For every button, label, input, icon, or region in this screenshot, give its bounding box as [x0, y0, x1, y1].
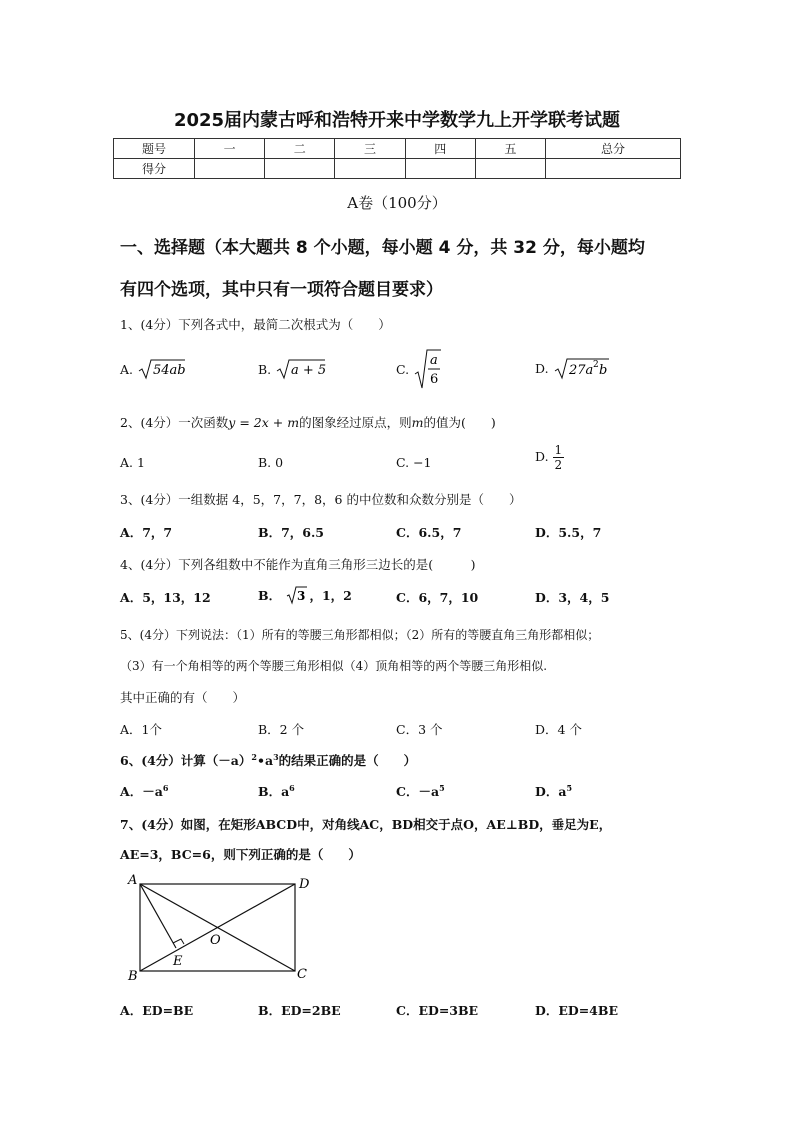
- question-3-option-a: A．7，7: [120, 525, 173, 540]
- question-3-option-d: D．5.5，7: [535, 525, 602, 540]
- table-cell: 得分: [114, 159, 195, 179]
- table-cell: 五: [475, 139, 545, 159]
- fraction-numerator: a: [430, 353, 438, 368]
- radicand: a + 5: [291, 363, 327, 378]
- question-2-stem: [120, 413, 496, 431]
- question-7-option-d: D．ED=4BE: [535, 1003, 618, 1018]
- vertex-label-a: A: [128, 873, 138, 888]
- table-cell: [546, 159, 681, 179]
- stem-text: 的值为( ): [423, 415, 496, 430]
- radicand-tail: b: [598, 363, 607, 378]
- score-table: [113, 138, 681, 179]
- sqrt-expression: [413, 348, 443, 393]
- question-2-option-a: A. 1: [120, 455, 145, 470]
- table-cell: 三: [335, 139, 405, 159]
- sqrt-symbol: [553, 356, 611, 380]
- option-label: D.: [535, 361, 549, 376]
- option-label: B.: [258, 362, 272, 377]
- question-1-stem: 1、(4分）下列各式中，最简二次根式为（ ）: [120, 317, 391, 332]
- question-4-stem: 4、(4分）下列各组数中不能作为直角三角形三边长的是( ): [120, 557, 476, 572]
- question-5-option-a: A．1个: [120, 722, 162, 737]
- stem-text: 6、(4分）计算（－a）: [120, 753, 252, 768]
- option-label: A.: [120, 362, 134, 377]
- fraction-denominator: 6: [430, 372, 439, 387]
- option-label: A．－a: [120, 784, 163, 799]
- vertex-label-b: B: [128, 969, 138, 984]
- exponent: 2: [251, 751, 257, 762]
- question-1-option-c: [396, 348, 443, 393]
- page-title: 2025届内蒙古呼和浩特开来中学数学九上开学联考试题: [173, 110, 621, 131]
- question-2-option-c: C. −1: [396, 455, 432, 470]
- point-label-e: E: [173, 954, 183, 969]
- vertex-label-c: C: [297, 967, 307, 982]
- question-6-option-a: [120, 782, 168, 800]
- question-7-stem-line1: 7、(4分）如图，在矩形ABCD中，对角线AC，BD相交于点O，AE⊥BD，垂足为E，: [120, 817, 612, 832]
- fraction: [553, 443, 565, 472]
- question-4-option-c: C．6，7，10: [396, 590, 479, 605]
- question-6-option-c: [396, 782, 445, 800]
- point-label-o: O: [210, 933, 221, 948]
- question-4-option-b: [258, 585, 352, 608]
- stem-text: •a: [257, 753, 274, 768]
- question-7-option-c: C．ED=3BE: [396, 1003, 479, 1018]
- exponent: 5: [566, 782, 573, 793]
- vertex-label-d: D: [299, 877, 310, 892]
- question-5-stem-line3: 其中正确的有（ ）: [120, 690, 246, 705]
- rectangle-figure: [120, 870, 320, 985]
- stem-text: 2、(4分）一次函数: [120, 415, 229, 430]
- question-5-option-d: D．4 个: [535, 722, 582, 737]
- section-heading-line2: 有四个选项，其中只有一项符合题目要求）: [120, 280, 443, 300]
- question-6-option-d: [535, 782, 572, 800]
- radicand: 27a: [568, 363, 593, 378]
- question-1-option-d: [535, 356, 611, 383]
- table-row: [114, 139, 681, 159]
- option-label: D.: [535, 449, 549, 464]
- radicand: 3: [297, 589, 306, 603]
- fraction-numerator: 1: [554, 443, 563, 457]
- question-3-option-b: B．7，6.5: [258, 525, 325, 540]
- question-5-option-b: B．2 个: [258, 722, 305, 737]
- paper-a-heading: A卷（100分）: [347, 194, 447, 212]
- table-cell: 四: [405, 139, 475, 159]
- question-6-stem: [120, 751, 416, 769]
- stem-text: 的结果正确的是（ ）: [278, 753, 417, 768]
- option-label: C．－a: [396, 784, 440, 799]
- question-1-option-b: [258, 358, 327, 383]
- exponent: 6: [289, 782, 295, 793]
- sqrt-symbol: [413, 348, 443, 390]
- question-2-option-d: [535, 443, 564, 472]
- option-label: B．: [258, 588, 282, 603]
- question-5-stem-line2: （3）有一个角相等的两个等腰三角形相似（4）顶角相等的两个等腰三角形相似.: [120, 659, 548, 673]
- question-2-option-b: B. 0: [258, 455, 284, 470]
- sqrt-expression: [275, 358, 327, 383]
- question-5-stem-line1: 5、(4分）下列说法：（1）所有的等腰三角形都相似；（2）所有的等腰直角三角形都相似；: [120, 628, 600, 642]
- radicand: 54ab: [153, 363, 186, 378]
- section-heading-line1: 一、选择题（本大题共 8 个小题，每小题 4 分，共 32 分，每小题均: [120, 238, 645, 258]
- table-cell: [405, 159, 475, 179]
- table-cell: 二: [265, 139, 335, 159]
- table-cell: [195, 159, 265, 179]
- sqrt-expression: [137, 358, 187, 383]
- table-cell: [265, 159, 335, 179]
- question-6-option-b: [258, 782, 295, 800]
- table-cell: 题号: [114, 139, 195, 159]
- question-3-option-c: C．6.5，7: [396, 525, 462, 540]
- question-7-option-b: B．ED=2BE: [258, 1003, 341, 1018]
- equation: y = 2x + m: [228, 415, 300, 430]
- question-5-option-c: C．3 个: [396, 722, 443, 737]
- variable: m: [411, 415, 424, 430]
- right-angle-mark: [173, 939, 184, 944]
- sqrt-symbol: [275, 358, 327, 380]
- table-cell: 一: [195, 139, 265, 159]
- table-cell: 总分: [546, 139, 681, 159]
- sqrt-expression: [553, 356, 611, 383]
- question-4-option-d: D．3，4，5: [535, 590, 610, 605]
- sqrt-symbol: [285, 585, 309, 605]
- sqrt-expression: [285, 585, 309, 608]
- option-tail: ，1，2: [309, 588, 352, 603]
- question-3-stem: 3、(4分）一组数据 4，5，7，7，8，6 的中位数和众数分别是（ ）: [120, 492, 522, 507]
- table-cell: [475, 159, 545, 179]
- question-4-option-a: A．5，13，12: [120, 590, 211, 605]
- question-7-option-a: A．ED=BE: [120, 1003, 194, 1018]
- fraction-denominator: 2: [554, 458, 563, 472]
- sqrt-symbol: [137, 358, 187, 380]
- table-cell: [335, 159, 405, 179]
- exponent: 6: [162, 782, 169, 793]
- exponent: 5: [439, 782, 445, 793]
- option-label: B．a: [258, 784, 290, 799]
- question-1-option-a: [120, 358, 187, 383]
- exponent: 3: [273, 751, 279, 762]
- table-row: [114, 159, 681, 179]
- option-label: D．a: [535, 784, 567, 799]
- question-7-stem-line2: AE=3，BC=6，则下列正确的是（ ）: [120, 847, 361, 862]
- option-label: C.: [396, 362, 410, 377]
- exponent: 2: [592, 360, 599, 370]
- stem-text: 的图象经过原点，则: [299, 415, 412, 430]
